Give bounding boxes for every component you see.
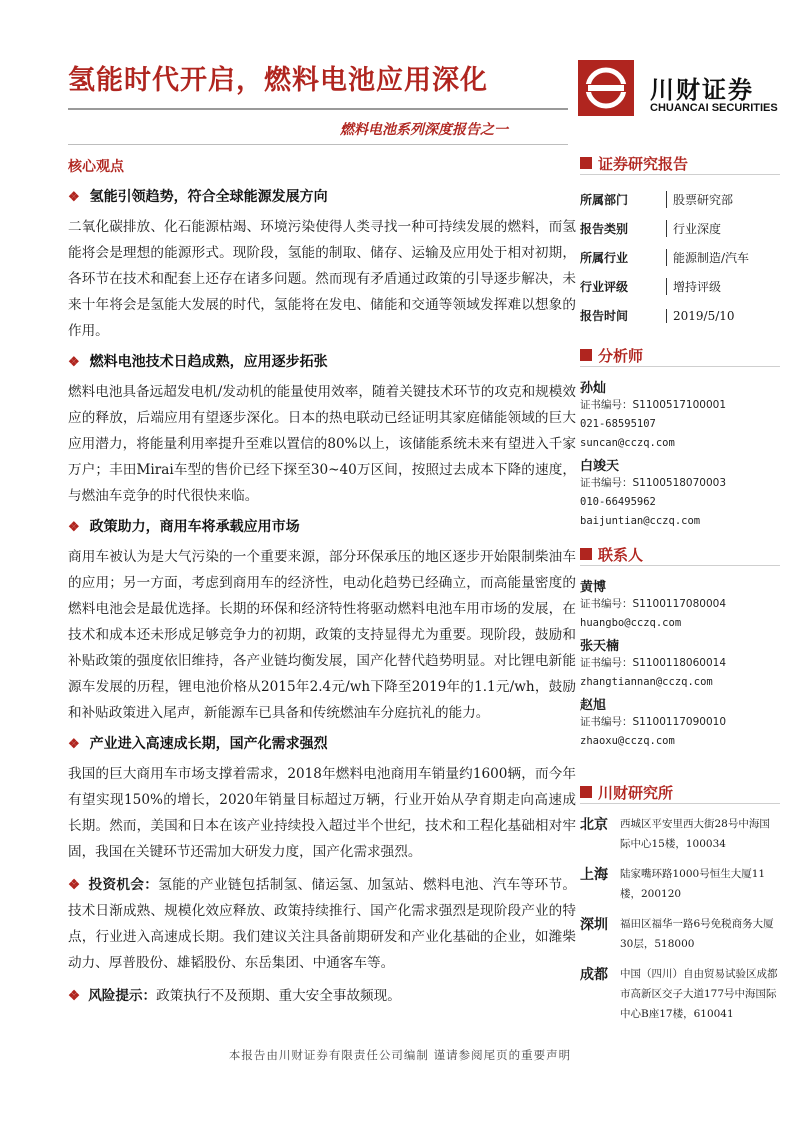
- diamond-bullet-icon: ❖: [68, 520, 80, 535]
- section-heading: ❖ 燃料电池技术日趋成熟，应用逐步拓张: [68, 354, 328, 370]
- diamond-bullet-icon: ❖: [68, 737, 80, 752]
- title-divider: [68, 108, 568, 110]
- office-row: 成都 中国（四川）自由贸易试验区成都市高新区交子大道177号中海国际中心B座17楼，610041: [580, 967, 778, 1020]
- info-row: 所属行业 能源制造/汽车: [580, 251, 750, 265]
- analyst-phone: 010-66495962: [580, 496, 656, 508]
- logo-wordmark-en: CHUANCAI SECURITIES: [650, 102, 778, 114]
- contact-email: huangbo@cczq.com: [580, 617, 682, 629]
- analyst-cert: 证书编号：S1100517100001: [580, 399, 727, 411]
- contact-cert: 证书编号：S1100118060014: [580, 657, 727, 669]
- contact-header: 联系人: [580, 543, 780, 566]
- info-row: 报告类别 行业深度: [580, 222, 722, 236]
- subtitle-divider: [68, 144, 568, 145]
- section-body: 商用车被认为是大气污染的一个重要来源，部分环保承压的地区逐步开始限制柴油车的应用；另一方面，考虑到商用车的经济性，电动化趋势已经确立，而高能量密度的燃料电池会是最优选择。长期的环保和经济特性将驱动燃料电池车用市场的发展，在技术和成本还未形成足够竞争力的初期，政策的支持显得尤为重要。现阶段，鼓励和补贴政策的强度依旧维持，各产业链均衡发展，国产化替代趋势明显。对比锂电新能源车发展的历程，锂电池价格从2015年2.4元/wh下降至2019年的1.1元/wh，鼓励和补贴政策进入尾声，新能源车已具备和传统燃油车分庭抗礼的能力。: [68, 549, 576, 721]
- investment-opportunity: ❖ 投资机会：氢能的产业链包括制氢、储运氢、加氢站、燃料电池、汽车等环节。技术日渐成熟、规模化效应释放、政策持续推行、国产化需求强烈是现阶段产业的特点，行业进入高速成长期。我们建议关注具备前期研发和产业化基础的企业，如潍柴动力、厚普股份、雄韬股份、东岳集团、中通客车等。: [68, 877, 576, 971]
- core-views-title: 核心观点: [68, 159, 124, 175]
- footer-disclaimer: 本报告由川财证券有限责任公司编制 谨请参阅尾页的重要声明: [228, 1048, 572, 1062]
- square-bullet-icon: [580, 548, 592, 560]
- analyst-name: 孙灿: [580, 381, 607, 396]
- report-title: 氢能时代开启，燃料电池应用深化: [68, 65, 488, 96]
- info-row: 所属部门 股票研究部: [580, 193, 734, 207]
- report-info-header: 证券研究报告: [580, 152, 780, 175]
- diamond-bullet-icon: ❖: [68, 190, 80, 205]
- chuancai-logo-icon: [578, 60, 634, 116]
- analyst-email: suncan@cczq.com: [580, 437, 675, 449]
- square-bullet-icon: [580, 349, 592, 361]
- contact-name: 黄博: [580, 580, 607, 595]
- section-body: 二氧化碳排放、化石能源枯竭、环境污染使得人类寻找一种可持续发展的燃料，而氢能将会是理想的能源形式。现阶段，氢能的制取、储存、运输及应用处于相对初期，各环节在技术和配套上还存在诸多问题。然而现有矛盾通过政策的引导逐步解决，未来十年将会是氢能大发展的时代，氢能将在发电、储能和交通等领域发挥难以想象的作用。: [68, 219, 576, 339]
- institute-header: 川财研究所: [580, 781, 780, 804]
- analyst-name: 白竣天: [580, 459, 620, 474]
- analyst-cert: 证书编号：S1100518070003: [580, 477, 727, 489]
- office-row: 北京 西城区平安里西大街28号中海国际中心15楼，100034: [580, 817, 770, 850]
- analyst-header: 分析师: [580, 344, 780, 367]
- diamond-bullet-icon: ❖: [68, 877, 81, 893]
- diamond-bullet-icon: ❖: [68, 355, 80, 370]
- square-bullet-icon: [580, 786, 592, 798]
- info-row: 行业评级 增持评级: [580, 280, 722, 294]
- contact-email: zhaoxu@cczq.com: [580, 735, 675, 747]
- section-body: 我国的巨大商用车市场支撑着需求，2018年燃料电池商用车销量约1600辆，而今年有望实现150%的增长，2020年销量目标超过万辆，行业开始从孕育期走向高速成长期。然而，美国和日本在该产业持续投入超过半个世纪，技术和工程化基础相对牢固，我国在关键环节还需加大研发力度，国产化需求强烈。: [68, 766, 576, 860]
- info-row: 报告时间 2019/5/10: [580, 308, 735, 323]
- sidebar: [580, 152, 780, 1034]
- risk-warning: ❖ 风险提示：政策执行不及预期、重大安全事故频现。: [68, 988, 401, 1004]
- report-subtitle: 燃料电池系列深度报告之一: [340, 122, 508, 138]
- contact-cert: 证书编号：S1100117090010: [580, 716, 727, 728]
- contact-email: zhangtiannan@cczq.com: [580, 676, 713, 688]
- square-bullet-icon: [580, 157, 592, 169]
- contact-name: 赵旭: [580, 698, 607, 713]
- section-body: 燃料电池具备远超发电机/发动机的能量使用效率，随着关键技术环节的攻克和规模效应的释放，后端应用有望逐步深化。日本的热电联动已经证明其家庭储能领域的巨大应用潜力，将能量利用率提升至难以置信的80%以上，该储能系统未来有望进入千家万户；丰田Mirai车型的售价已经下探至30~40万区间，按照过去成本下降的速度，与燃油车竞争的时代很快来临。: [68, 384, 576, 504]
- section-heading: ❖ 氢能引领趋势，符合全球能源发展方向: [68, 189, 328, 205]
- diamond-bullet-icon: ❖: [68, 988, 81, 1004]
- office-row: 上海 陆家嘴环路1000号恒生大厦11楼，200120: [580, 867, 766, 900]
- section-heading: ❖ 产业进入高速成长期，国产化需求强烈: [68, 736, 328, 752]
- section-heading: ❖ 政策助力，商用车将承载应用市场: [68, 519, 300, 535]
- logo-wordmark-cn: 川财证券: [650, 76, 754, 104]
- analyst-phone: 021-68595107: [580, 418, 656, 430]
- contact-cert: 证书编号：S1100117080004: [580, 598, 727, 610]
- office-row: 深圳 福田区福华一路6号免税商务大厦30层，518000: [580, 917, 774, 950]
- contact-name: 张天楠: [580, 639, 620, 654]
- main-column: [68, 152, 576, 1016]
- analyst-email: baijuntian@cczq.com: [580, 515, 701, 527]
